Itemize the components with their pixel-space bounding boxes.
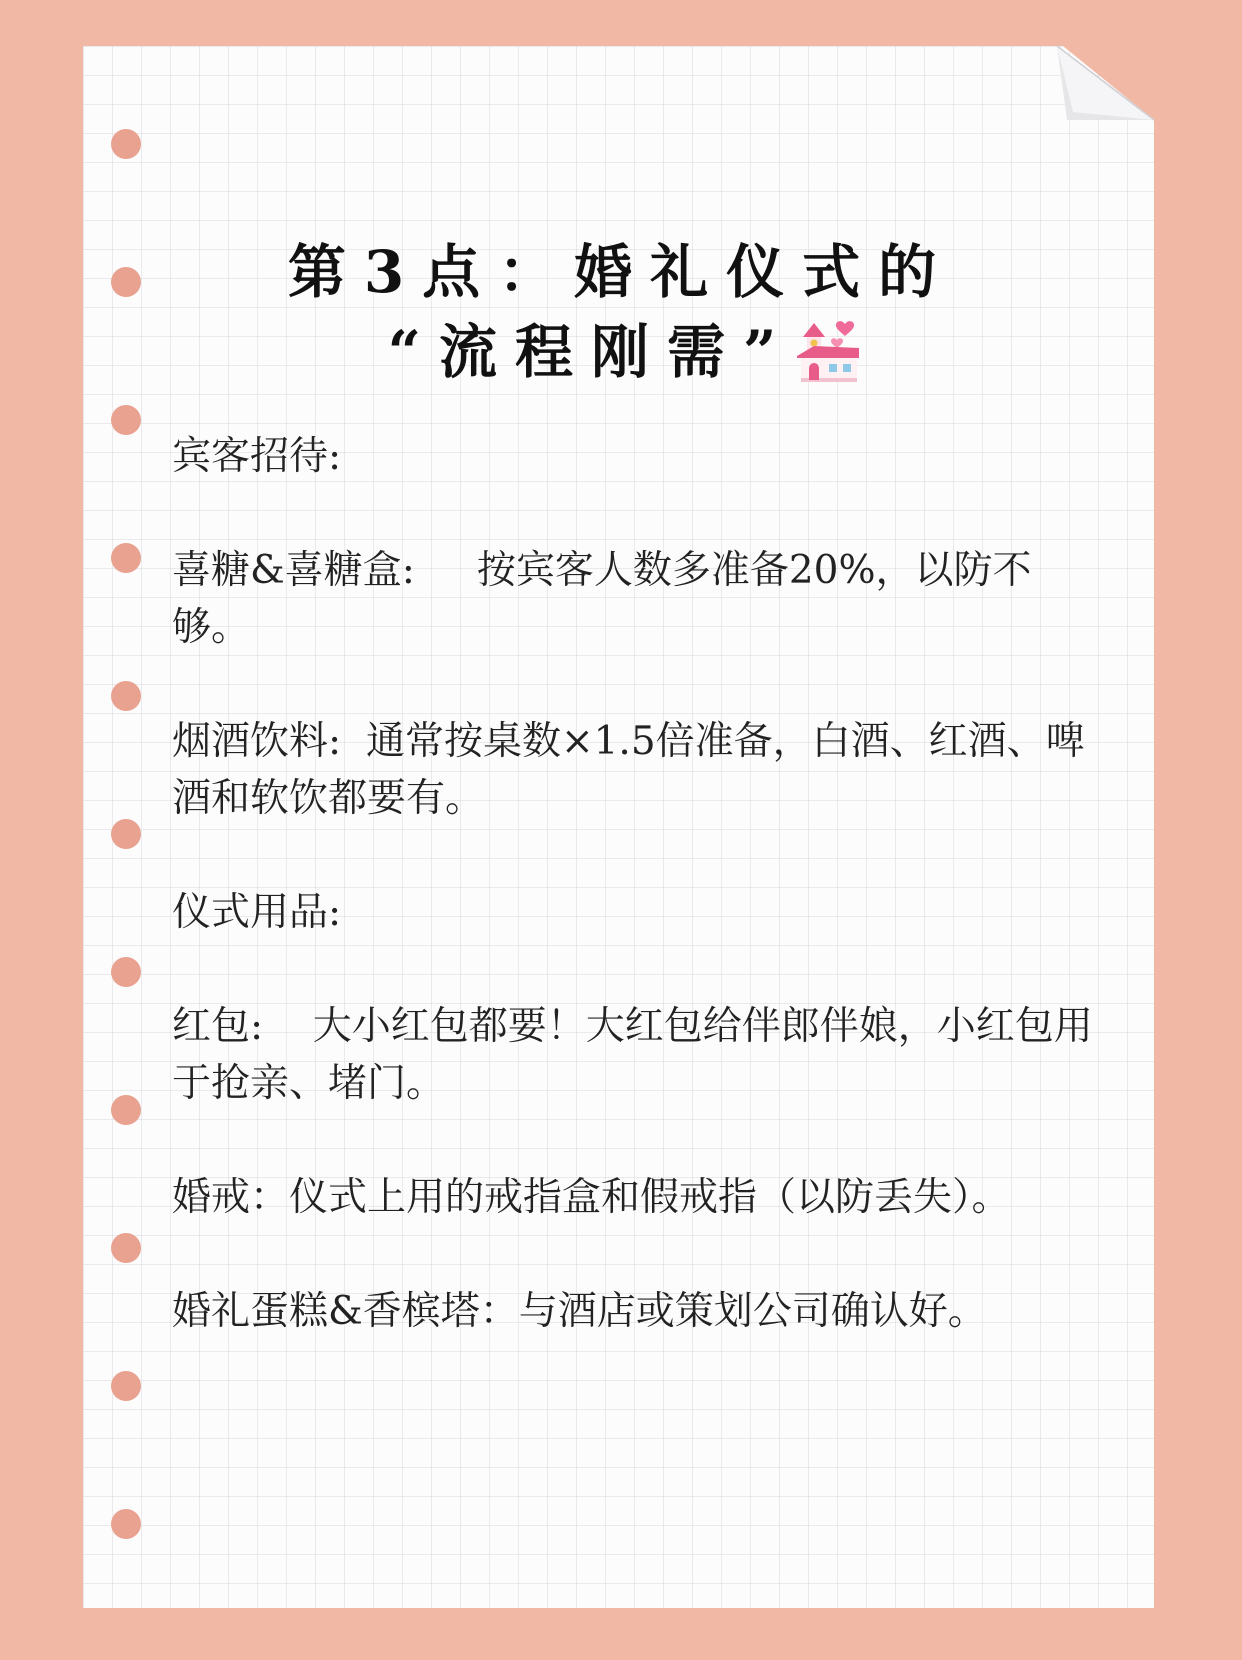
section-label: 婚戒： (172, 1175, 290, 1220)
section-ceremony-items (172, 884, 1107, 941)
section-label: 红包: (172, 1004, 264, 1049)
section-text: 按宾客人数多准备20%，以防不够。 (172, 548, 1032, 650)
checklist-content (172, 428, 1107, 1340)
title-line-1: 第3点：婚礼仪式的 (287, 238, 955, 306)
section-text: 与酒店或策划公司确认好。 (518, 1289, 987, 1334)
binder-hole (111, 129, 141, 159)
binder-hole (111, 681, 141, 711)
section-text: 大小红包都要！大红包给伴郎伴娘，小红包用于抢亲、堵门。 (172, 1004, 1093, 1106)
page-curl-corner (1057, 46, 1154, 126)
page-title (0, 232, 1242, 392)
binder-hole (111, 1095, 141, 1125)
section-label: 宾客招待: (172, 434, 342, 479)
section-wedding-candy (172, 542, 1107, 656)
binder-hole (111, 1233, 141, 1263)
section-guest-reception (172, 428, 1107, 485)
binder-hole (111, 1371, 141, 1401)
section-text: 通常按桌数×1.5倍准备，白酒、红酒、啤酒和软饮都要有。 (172, 719, 1085, 821)
section-label: 喜糖&喜糖盒: (172, 548, 415, 593)
section-drinks (172, 713, 1107, 827)
title-line-2: “流程刚需” (387, 318, 795, 386)
section-text: 仪式上用的戒指盒和假戒指（以防丢失）。 (289, 1175, 1011, 1220)
wedding-chapel-icon (793, 318, 863, 384)
binder-hole (111, 405, 141, 435)
section-red-envelopes (172, 998, 1107, 1112)
section-rings (172, 1169, 1107, 1226)
section-label: 烟酒饮料: (172, 719, 342, 764)
section-cake-champagne (172, 1283, 1107, 1340)
binder-hole (111, 1509, 141, 1539)
binder-hole (111, 819, 141, 849)
binder-hole (111, 543, 141, 573)
section-label: 婚礼蛋糕&香槟塔： (172, 1289, 519, 1334)
binder-hole (111, 957, 141, 987)
section-label: 仪式用品: (172, 890, 342, 935)
